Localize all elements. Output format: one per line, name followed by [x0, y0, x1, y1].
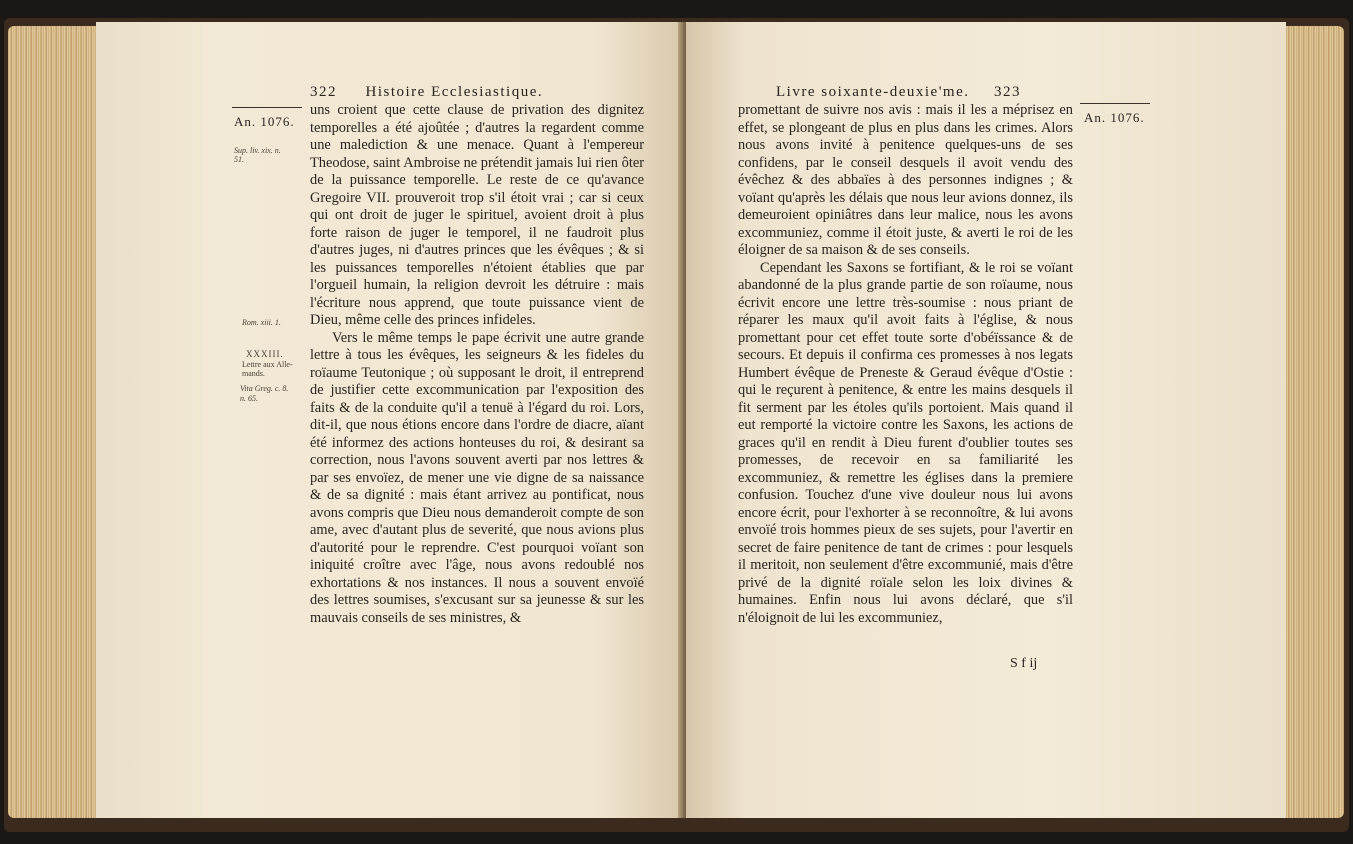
left-paragraph-1: uns croient que cette clause de privation des dignitez temporelles a été ajoûtée ; d'autres la regardent comme une malediction & une menace. Quant à l'empereur Theodose, saint Ambroise ne prétendit jamais lui rien ôter de la puissance temporelle. Le reste de ce qu'avance Gregoire VII. prouveroit trop s'il étoit vrai ; car si ceux qui ont droit de juger le spirituel, avoient droit à plus forte raison de juger le temporel, il ne faudroit plus d'autres juges, ni d'autres princes que les évêques ; & si les puissances temporelles n'étoient établies que par l'orgueil humain, la religion devroit les détruire : mais l'écriture nous apprend, que toute puissance vient de Dieu, même celle des princes infideles.	[310, 102, 644, 328]
margin-note-sup: Sup. liv. xix. n.	[234, 146, 281, 155]
right-page-body	[738, 102, 1073, 627]
right-year: An. 1076.	[1084, 110, 1145, 125]
left-page-body	[310, 102, 644, 627]
left-running-head	[310, 84, 543, 101]
right-page-number: 323	[993, 84, 1021, 100]
right-running-title: Livre soixante-deuxie'me.	[776, 84, 970, 100]
left-page-number: 322	[310, 84, 337, 100]
margin-note-vita: Vita Greg. c. 8.	[240, 384, 289, 393]
left-paragraph-2: Vers le même temps le pape écrivit une autre grande lettre à tous les évêques, les seigneurs & les fideles du roïaume Teutonique ; où supposant le droit, il entreprend de justifier cette excommunication par l'exposition des faits & de la conduite qu'il a tenuë à l'égard du roi. Lors, dit-il, que nous étions encore dans l'ordre de diacre, aïant été informez des actions honteuses du roi, & desirant sa correction, nous l'avons souvent averti par nos lettres & par ses envoïez, de mener une vie digne de sa naissance & de sa dignité : mais étant arrivez au pontificat, nous avons compris que Dieu nous demanderoit compte de son ame, avec d'autant plus de severité, que nous avions plus d'autorité pour le reprendre. C'est pourquoi voïant son iniquité croître avec l'âge, nous avons redoublé nos exhortations & nos instances. Il nous a souvent envoïé des lettres soumises, s'excusant sur sa jeunesse & sur les mauvais conseils de ses ministres, &	[310, 329, 644, 626]
right-paragraph-2: Cependant les Saxons se fortifiant, & le roi se voïant abandonné de la plus grande partie de son roïaume, nous écrivit encore une lettre très-soumise : nous priant de réparer les maux qu'il avoit faits à l'église, & nous promettant pour cet effet toute sorte d'obéïssance & de secours. Et depuis il confirma ces promesses à nos legats Humbert évêque de Preneste & Geraud évêque d'Ostie : qui le reçurent à penitence, & entre les mains desquels il fit serment par les étoles qu'ils portoient. Mais quand il eut remporté la victoire contre les Saxons, les actions de graces qu'il en rendit à Dieu furent d'oublier toutes ses promesses, de recevoir en sa familiarité les excommuniez, & remettre les églises dans la premiere confusion. Touchez d'une vive douleur nous lui avons encore écrit, pour l'exhorter à se reconnoître, & lui avons envoïé trois hommes pieux de ses sujets, pour l'avertir en secret de faire penitence de tant de crimes : pour lesquels il meritoit, non seulement d'être excommunié, mais d'être privé de la dignité roïale selon les loix divines & humaines. Enfin nous lui avons déclaré, que s'il n'éloignoit de lui les excommuniez,	[738, 259, 1073, 626]
page-edges-left	[8, 26, 100, 818]
right-running-head	[776, 84, 1021, 101]
left-year: An. 1076.	[234, 114, 295, 129]
margin-note-sup-2: 51.	[234, 155, 244, 164]
page-edges-right	[1282, 26, 1344, 818]
left-year-rule	[232, 107, 302, 108]
margin-note-vita-2: n. 65.	[240, 394, 258, 403]
margin-note-rom: Rom. xiii. 1.	[242, 318, 281, 327]
margin-section-title: Lettre aux Alle-	[242, 360, 293, 369]
left-running-title: Histoire Ecclesiastique.	[365, 84, 544, 100]
margin-section-number: XXXIII.	[246, 349, 284, 359]
signature-mark: S f ij	[1010, 656, 1038, 671]
right-year-rule	[1080, 103, 1150, 104]
right-paragraph-1: promettant de suivre nos avis : mais il les a méprisez en effet, se plongeant de plus en plus dans les crimes. Alors nous avons invité à penitence quelques-uns de ses confidens, par le conseil desquels il avoit vendu des évêchez & des abbaïes à des personnes indignes ; & voïant qu'après les délais que nous leur avions donnez, ils demeuroient opiniâtres dans leur malice, nous les avons excommuniez, comme il étoit juste, & averti le roi de les éloigner de sa maison & de ses conseils.	[738, 102, 1073, 258]
margin-section-title-2: mands.	[242, 369, 265, 378]
